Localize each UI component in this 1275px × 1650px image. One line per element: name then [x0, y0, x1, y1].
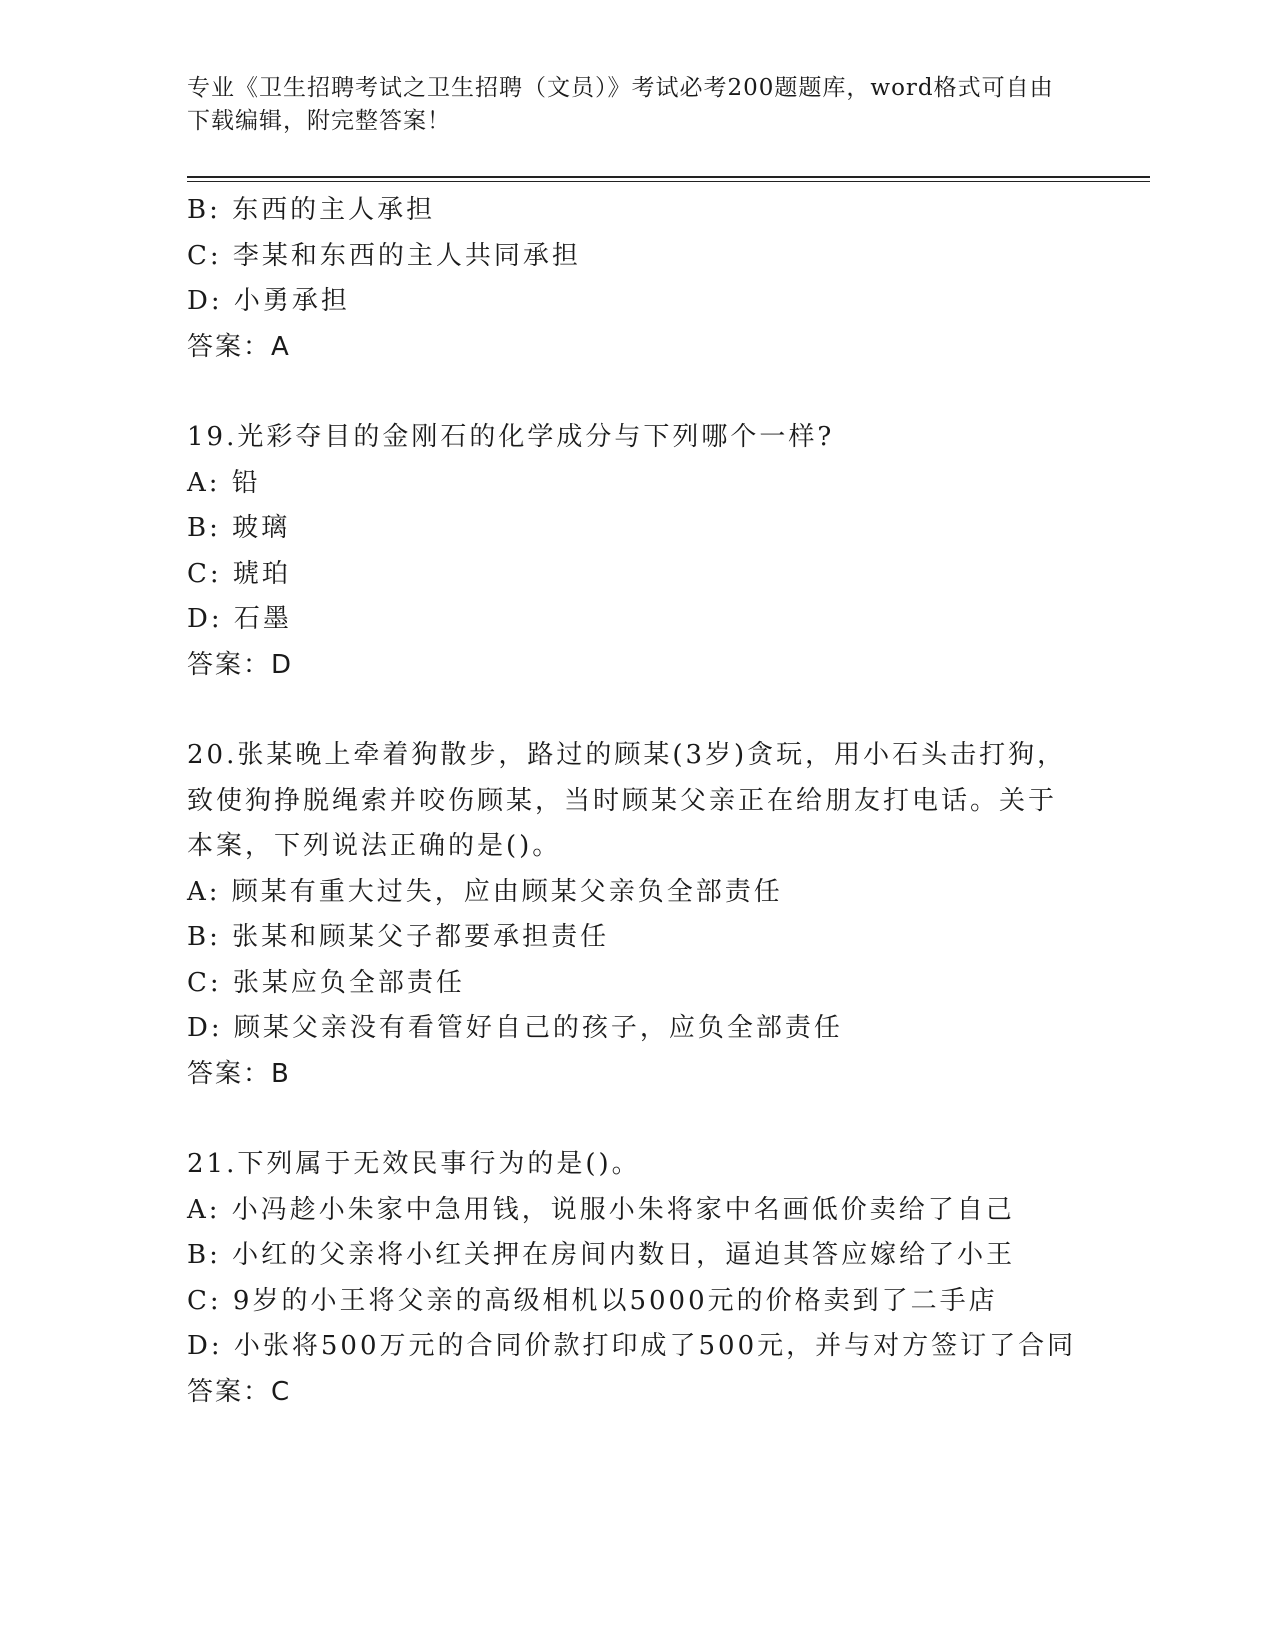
answer-line: 答案：C — [187, 1376, 292, 1407]
question-stem: 致使狗挣脱绳索并咬伤顾某，当时顾某父亲正在给朋友打电话。关于 — [187, 785, 1058, 816]
question-content — [187, 188, 1087, 1415]
spacer — [187, 370, 1087, 415]
question-stem: 19.光彩夺目的金刚石的化学成分与下列哪个一样? — [187, 422, 835, 452]
question-18-continuation — [187, 188, 1087, 370]
option-b: B: 东西的主人承担 — [187, 195, 436, 225]
option-a: A: 铅 — [187, 467, 261, 498]
question-21 — [187, 1142, 1087, 1415]
option-b: B: 张某和顾某父子都要承担责任 — [187, 922, 610, 952]
option-b: B: 玻璃 — [187, 513, 291, 543]
option-c: C: 琥珀 — [187, 558, 291, 589]
answer-line: 答案：A — [187, 331, 291, 362]
question-20 — [187, 733, 1087, 1097]
spacer — [187, 1097, 1087, 1142]
option-d: D: 小张将500万元的合同价款打印成了500元，并与对方签订了合同 — [187, 1331, 1077, 1361]
question-19 — [187, 415, 1087, 688]
question-stem: 21.下列属于无效民事行为的是()。 — [187, 1149, 641, 1179]
question-stem: 20.张某晚上牵着狗散步，路过的顾某(3岁)贪玩，用小石头击打狗， — [187, 740, 1067, 770]
answer-line: 答案：D — [187, 649, 294, 680]
option-d: D: 顾某父亲没有看管好自己的孩子，应负全部责任 — [187, 1013, 843, 1043]
option-b: B: 小红的父亲将小红关押在房间内数日，逼迫其答应嫁给了小王 — [187, 1240, 1016, 1270]
spacer — [187, 688, 1087, 733]
header-divider-thick — [187, 176, 1150, 178]
answer-line: 答案：B — [187, 1058, 291, 1089]
option-a: A: 小冯趁小朱家中急用钱，说服小朱将家中名画低价卖给了自己 — [187, 1194, 1015, 1225]
option-d: D: 石墨 — [187, 604, 292, 634]
option-d: D: 小勇承担 — [187, 286, 350, 316]
option-a: A: 顾某有重大过失，应由顾某父亲负全部责任 — [187, 876, 783, 907]
option-c: C: 9岁的小王将父亲的高级相机以5000元的价格卖到了二手店 — [187, 1285, 998, 1316]
question-stem: 本案，下列说法正确的是()。 — [187, 831, 562, 861]
header-divider-thin — [187, 181, 1150, 182]
option-c: C: 张某应负全部责任 — [187, 967, 465, 998]
document-header: 专业《卫生招聘考试之卫生招聘（文员）》考试必考200题题库，word格式可自由下载编辑，附完整答案！ — [187, 75, 1054, 134]
option-c: C: 李某和东西的主人共同承担 — [187, 240, 581, 271]
